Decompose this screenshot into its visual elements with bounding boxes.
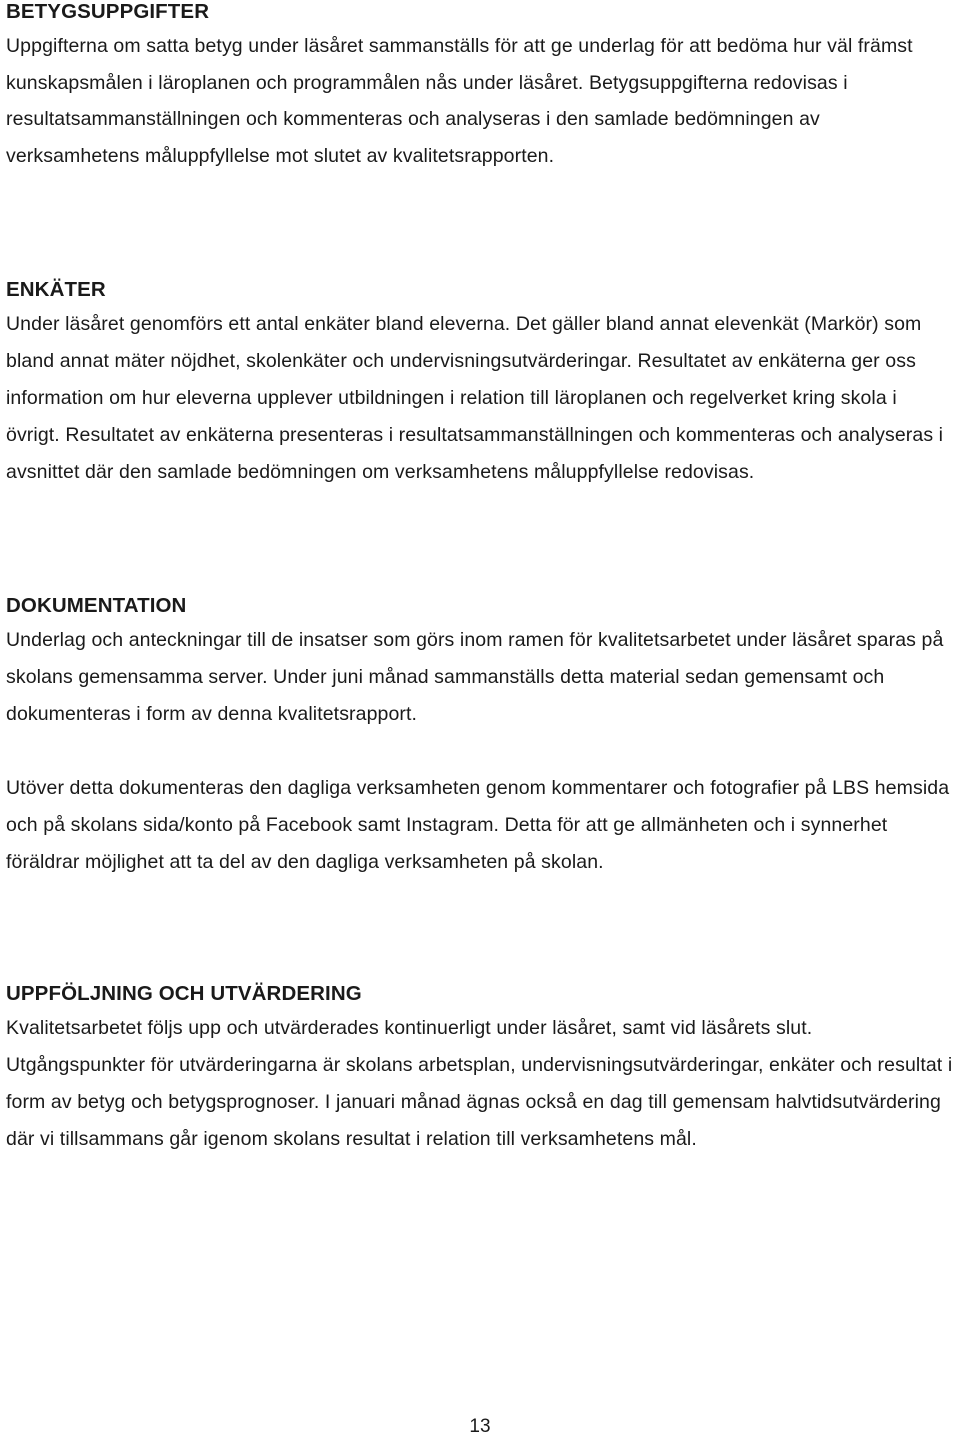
section-heading: ENKÄTER: [6, 278, 106, 301]
section-betygsuppgifter: [6, 0, 956, 174]
section-uppfoljning-och-utvardering: [6, 982, 956, 1158]
section-paragraph: Under läsåret genomförs ett antal enkäter bland eleverna. Det gäller bland annat elevenkät (Markör) som bland annat mäter nöjdhet, skolenkäter och undervisningsutvärderingar. Resultatet av enkäterna ger oss information om hur eleverna upplever utbildningen i relation till läroplanen och regelverket kring skola i övrigt. Resultatet av enkäterna presenteras i resultatsammanställningen och kommenteras och analyseras i avsnittet där den samlade bedömningen om verksamhetens måluppfyllelse redovisas.: [6, 313, 944, 483]
section-dokumentation: [6, 594, 956, 881]
section-heading: BETYGSUPPGIFTER: [6, 0, 210, 23]
section-paragraph: Underlag och anteckningar till de insatser som görs inom ramen för kvalitetsarbetet under läsåret sparas på skolans gemensamma server. Under juni månad sammanställs detta material sedan gemensamt och dokumenteras i form av denna kvalitetsrapport.: [6, 629, 944, 725]
section-heading: DOKUMENTATION: [6, 594, 187, 617]
section-heading: UPPFÖLJNING OCH UTVÄRDERING: [6, 982, 362, 1005]
page-number: 13: [469, 1416, 491, 1437]
section-paragraph: Utöver detta dokumenteras den dagliga verksamheten genom kommentarer och fotografier på LBS hemsida och på skolans sida/konto på Facebook samt Instagram. Detta för att ge allmänheten och i synnerhet föräldrar möjlighet att ta del av den dagliga verksamheten på skolan.: [6, 777, 950, 873]
section-paragraph: Kvalitetsarbetet följs upp och utvärderades kontinuerligt under läsåret, samt vid läsårets slut. Utgångspunkter för utvärderingarna är skolans arbetsplan, undervisningsutvärderingar, enkäter och resultat i form av betyg och betygsprognoser. I januari månad ägnas också en dag till gemensam halvtidsutvärdering där vi tillsammans går igenom skolans resultat i relation till verksamhetens mål.: [6, 1017, 953, 1150]
section-paragraph: Uppgifterna om satta betyg under läsåret sammanställs för att ge underlag för att bedöma hur väl främst kunskapsmålen i läroplanen och programmålen nås under läsåret. Betygsuppgifterna redovisas i resultatsammanställningen och kommenteras och analyseras i den samlade bedömningen av verksamhetens måluppfyllelse mot slutet av kvalitetsrapporten.: [6, 35, 913, 167]
section-enkater: [6, 278, 956, 491]
